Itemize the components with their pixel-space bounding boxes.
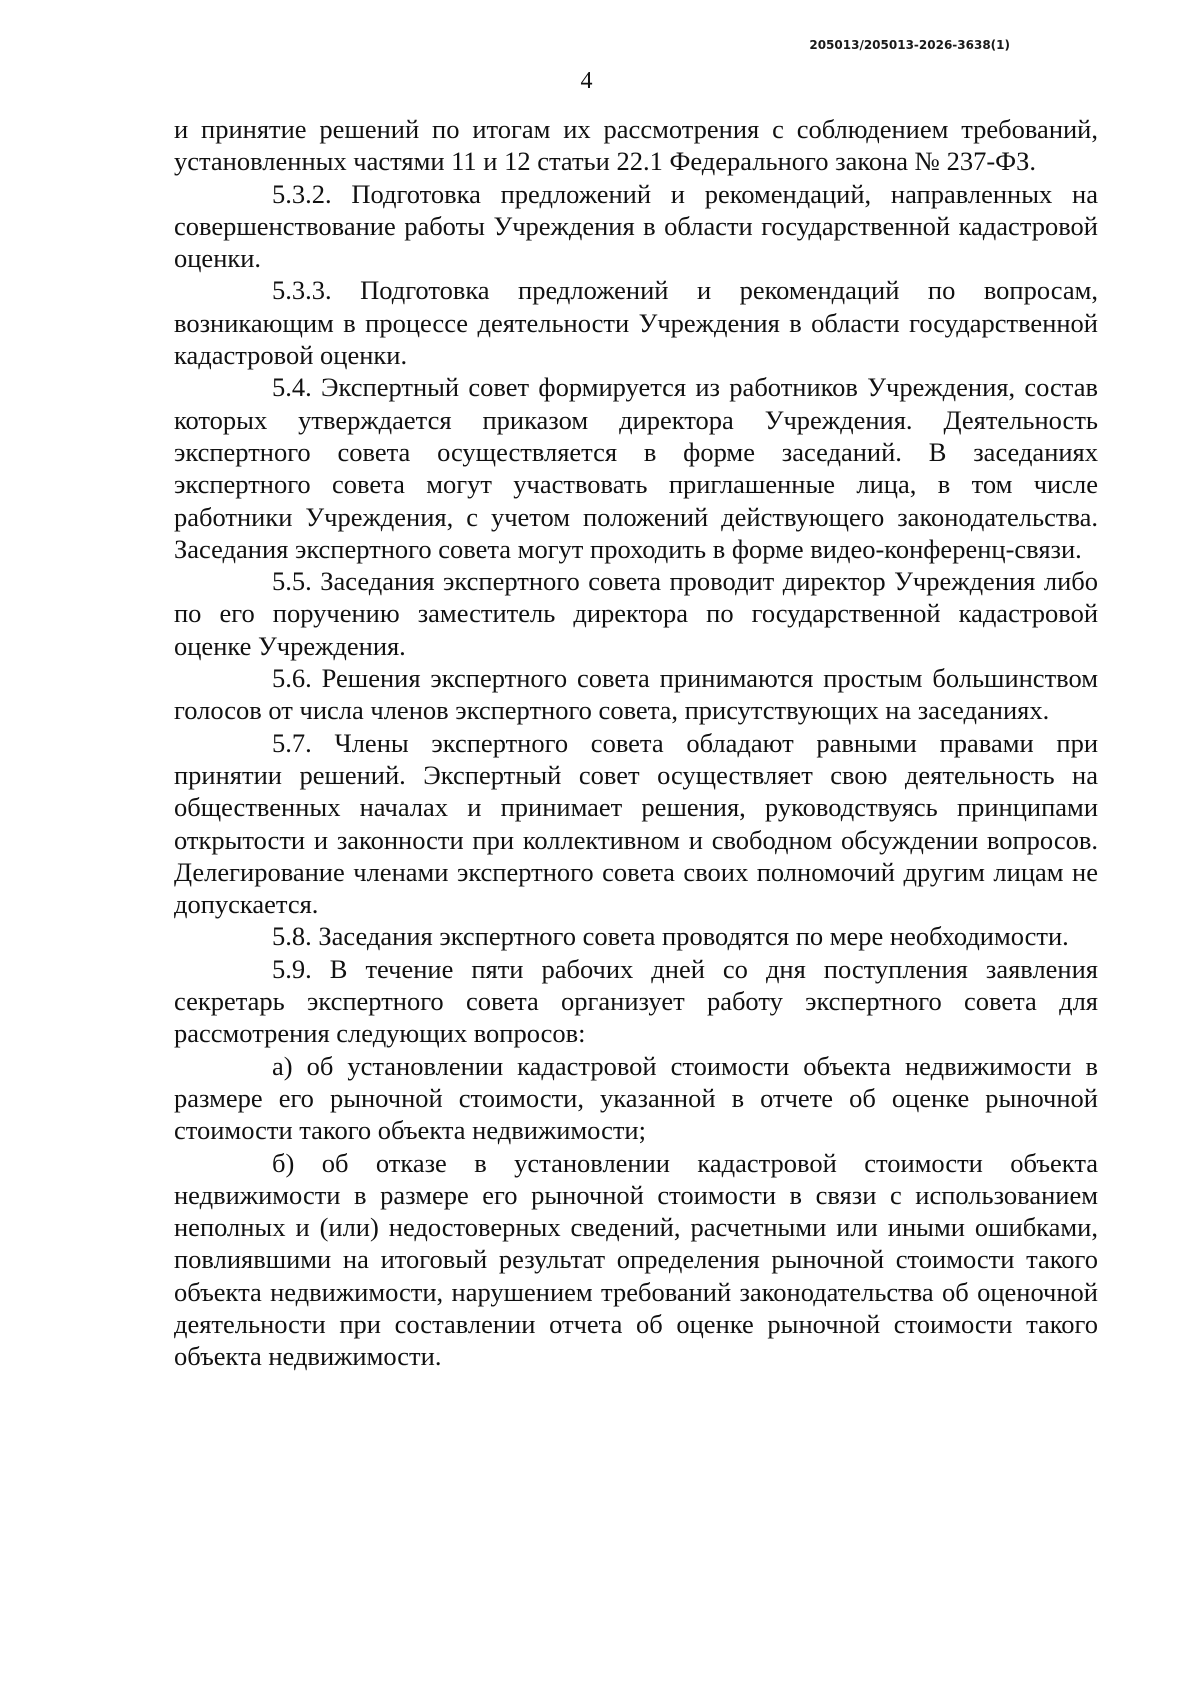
paragraph-5-4: 5.4. Экспертный совет формируется из работников Учреждения, состав которых утверждается приказом директора Учреждения. Деятельность экспертного совета осуществляется в форме заседаний. В заседаниях экспертного совета могут участвовать приглашенные лица, в том числе работники Учреждения, с учетом положений действующего законодательства. Заседания экспертного совета могут проходить в форме видео-конференц-связи.	[174, 372, 1098, 564]
list-item-a: а) об установлении кадастровой стоимости объекта недвижимости в размере его рыночной стоимости, указанной в отчете об оценке рыночной стоимости такого объекта недвижимости;	[174, 1050, 1098, 1146]
document-id: 205013/205013-2026-3638(1)	[809, 38, 1010, 52]
paragraph-5-6: 5.6. Решения экспертного совета принимаются простым большинством голосов от числа членов экспертного совета, присутствующих на заседаниях.	[174, 663, 1098, 726]
paragraph-continuation: и принятие решений по итогам их рассмотрения с соблюдением требований, установленных частями 11 и 12 статьи 22.1 Федерального закона № 237-ФЗ.	[174, 114, 1098, 177]
list-item-b: б) об отказе в установлении кадастровой стоимости объекта недвижимости в размере его рыночной стоимости в связи с использованием неполных и (или) недостоверных сведений, расчетными или иными ошибками, повлиявшими на итоговый результат определения рыночной стоимости такого объекта недвижимости, нарушением требований законодательства об оценочной деятельности при составлении отчета об оценке рыночной стоимости такого объекта недвижимости.	[174, 1147, 1098, 1372]
page-number: 4	[580, 68, 593, 94]
paragraph-5-3-3: 5.3.3. Подготовка предложений и рекомендаций по вопросам, возникающим в процессе деятельности Учреждения в области государственной кадастровой оценки.	[174, 275, 1098, 371]
document-body	[174, 113, 1098, 1373]
paragraph-5-3-2: 5.3.2. Подготовка предложений и рекомендаций, направленных на совершенствование работы Учреждения в области государственной кадастровой оценки.	[174, 178, 1098, 274]
paragraph-5-8: 5.8. Заседания экспертного совета проводятся по мере необходимости.	[272, 921, 1069, 952]
paragraph-5-9: 5.9. В течение пяти рабочих дней со дня поступления заявления секретарь экспертного совета организует работу экспертного совета для рассмотрения следующих вопросов:	[174, 953, 1098, 1049]
paragraph-5-5: 5.5. Заседания экспертного совета проводит директор Учреждения либо по его поручению заместитель директора по государственной кадастровой оценке Учреждения.	[174, 566, 1098, 661]
paragraph-5-7: 5.7. Члены экспертного совета обладают равными правами при принятии решений. Экспертный совет осуществляет свою деятельность на общественных началах и принимает решения, руководствуясь принципами открытости и законности при коллективном и свободном обсуждении вопросов. Делегирование членами экспертного совета своих полномочий другим лицам не допускается.	[174, 727, 1098, 920]
